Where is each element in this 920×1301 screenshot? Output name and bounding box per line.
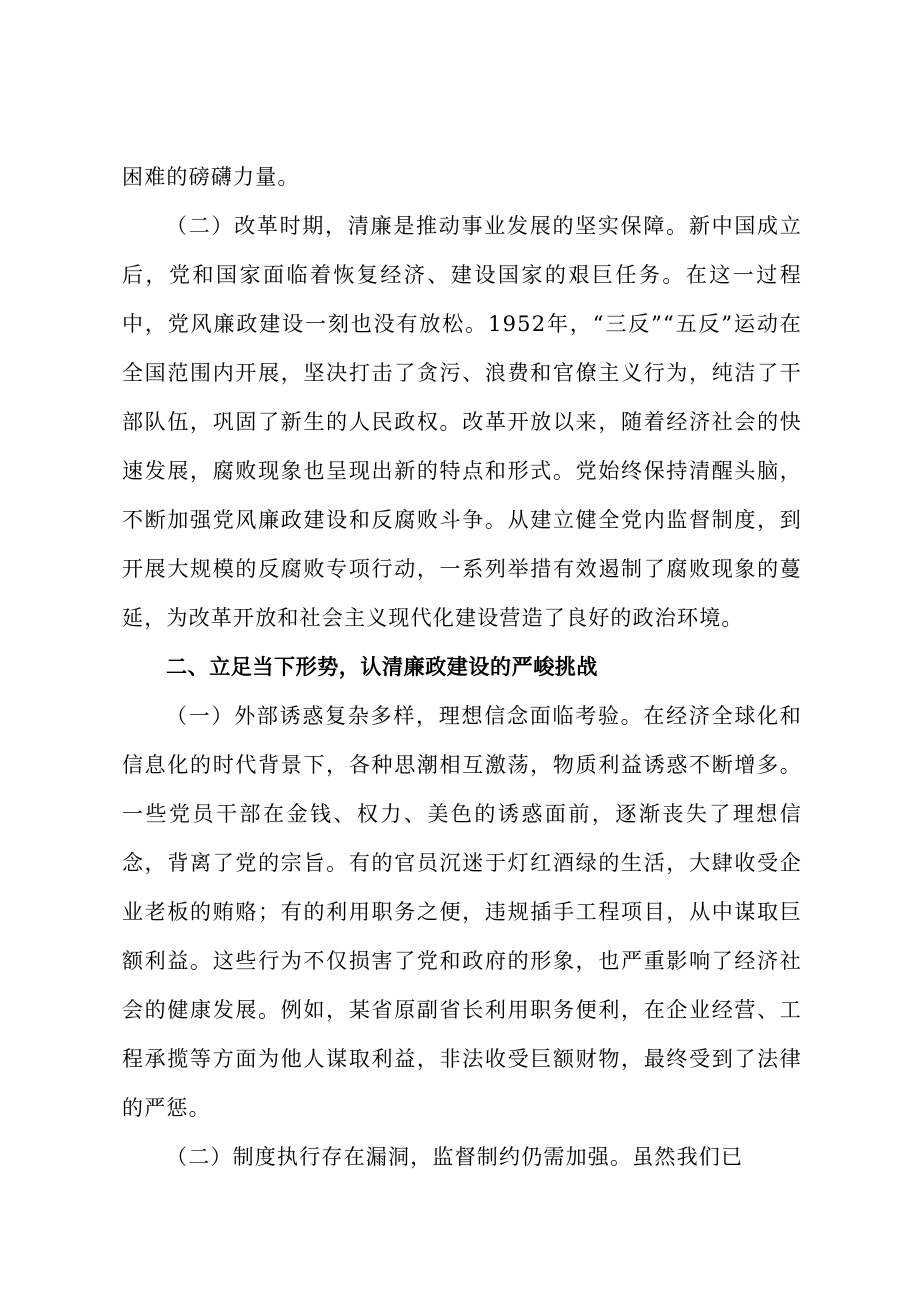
paragraph-reform-period: （二）改革时期，清廉是推动事业发展的坚实保障。新中国成立后，党和国家面临着恢复经济、建设国家的艰巨任务。在这一过程中，党风廉政建设一刻也没有放松。1952年，“三反”“五反”运动在全国范围内开展，坚决打击了贪污、浪费和官僚主义行为，纯洁了干部队伍，巩固了新生的人民政权。改革开放以来，随着经济社会的快速发展，腐败现象也呈现出新的特点和形式。党始终保持清醒头脑，不断加强党风廉政建设和反腐败斗争。从建立健全党内监督制度，到开展大规模的反腐败专项行动，一系列举措有效遏制了腐败现象的蔓延，为改革开放和社会主义现代化建设营造了良好的政治环境。 xyxy=(122,214,803,630)
paragraph-external-temptations: （一）外部诱惑复杂多样，理想信念面临考验。在经济全球化和信息化的时代背景下，各种思潮相互激荡，物质利益诱惑不断增多。一些党员干部在金钱、权力、美色的诱惑面前，逐渐丧失了理想信念，背离了党的宗旨。有的官员沉迷于灯红酒绿的生活，大肆收受企业老板的贿赂；有的利用职务之便，违规插手工程项目，从中谋取巨额利益。这些行为不仅损害了党和政府的形象，也严重影响了经济社会的健康发展。例如，某省原副省长利用职务便利，在企业经营、工程承揽等方面为他人谋取利益，非法收受巨额财物，最终受到了法律的严惩。 xyxy=(122,704,802,1120)
document-body xyxy=(122,153,802,1182)
section-heading: 二、立足当下形势，认清廉政建设的严峻挑战 xyxy=(166,655,598,679)
paragraph-continuation: 困难的磅礴力量。 xyxy=(122,165,300,189)
paragraph-system-execution: （二）制度执行存在漏洞，监督制约仍需加强。虽然我们已 xyxy=(166,1145,744,1169)
